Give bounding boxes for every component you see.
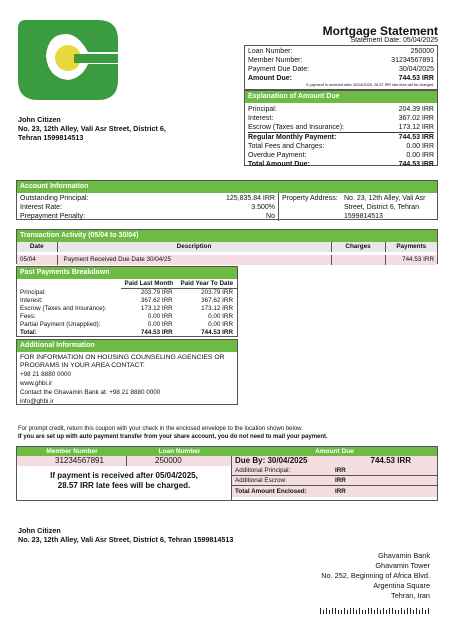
col-description: Description [57, 242, 331, 252]
summary-row: Amount Due: 744.53 IRR [248, 75, 434, 82]
statement-title: Mortgage Statement [322, 24, 438, 38]
coupon-col-member: Member Number [46, 448, 98, 455]
property-address: No. 23, 12th Alley, Vali Asr Street, District 6, Tehran 1599814513 [344, 195, 426, 220]
mailing-address [18, 526, 233, 544]
customer-address [18, 115, 166, 142]
coupon-col-amount: Amount Due [315, 448, 354, 455]
explanation-title: Explanation of Amount Due [245, 91, 437, 103]
account-row: Prepayment Penalty: No [20, 213, 275, 220]
additional-info-title: Additional Information [17, 340, 237, 352]
explanation-row: Overdue Payment: 0.00 IRR [248, 152, 434, 159]
col-charges: Charges [331, 242, 385, 252]
additional-heading: FOR INFORMATION ON HOUSING COUNSELING AGENCIES OR PROGRAMS IN YOUR AREA CONTACT: [20, 354, 225, 369]
coupon-instruction: For prompt credit, return this coupon with your check in the enclosed envelope to the location shown below. [18, 426, 303, 432]
bank-address: Ghavamin Bank Ghavamin Tower No. 252, Beginning of Africa Blvd. Argentina Square Tehran, Iran [321, 551, 430, 600]
explanation-box [244, 90, 438, 166]
account-row: Outstanding Principal: 125,835.84 IRR [20, 195, 275, 202]
property-address-label: Property Address: [282, 195, 338, 202]
transaction-title: Transaction Activity (05/04 to 30/04) [17, 230, 437, 242]
explanation-row: Regular Monthly Payment: 744.53 IRR [248, 134, 434, 141]
table-row: Partial Payment (Unapplied): 0.00 IRR 0.00 IRR [20, 321, 233, 328]
account-info-title: Account Information [17, 181, 437, 193]
table-row: Escrow (Taxes and Insurance): 173.12 IRR 173.12 IRR [20, 305, 233, 312]
coupon-late-line1: If payment is received after 05/04/2025, [50, 471, 198, 480]
customer-address-line2: Tehran 1599814513 [18, 133, 84, 142]
coupon-loan-number: 250000 [127, 456, 232, 466]
summary-row: Member Number: 31234567891 [248, 57, 434, 64]
additional-principal-label: Additional Principal: [235, 467, 291, 474]
coupon-col-loan: Loan Number [158, 448, 201, 455]
contact-line: Contact the Ghavamin Bank at: +98 21 8880 0000 [20, 389, 161, 396]
additional-escrow-field[interactable]: IRR [335, 477, 346, 484]
transaction-box [16, 229, 438, 264]
total-enclosed-field[interactable]: IRR [335, 488, 346, 495]
table-row: Fees: 0.00 IRR 0.00 IRR [20, 313, 233, 320]
additional-info-box [16, 339, 238, 405]
coupon-amount-due: 744.53 IRR [370, 456, 411, 465]
statement-date: Statement Date: 05/04/2025 [350, 37, 438, 44]
col-payments: Payments [396, 243, 427, 250]
payment-coupon [16, 446, 438, 501]
postal-barcode [320, 601, 430, 607]
table-row: 05/04 Payment Received Due Date 30/04/25 744.53 IRR [17, 255, 437, 265]
phone-line: +98 21 8880 0000 [20, 371, 71, 378]
additional-escrow-label: Additional Escrow: [235, 477, 287, 484]
mailing-name: John Citizen [18, 526, 61, 535]
late-fee-note: If payment is received after 30/04/2025, 28.57 IRR late fees will be charged. [306, 83, 434, 87]
summary-box [244, 45, 438, 90]
additional-principal-field[interactable]: IRR [335, 467, 346, 474]
explanation-row: Total Fees and Charges: 0.00 IRR [248, 143, 434, 150]
bank-logo [18, 20, 118, 100]
table-row: Principal: 203.79 IRR 203.79 IRR [20, 288, 233, 296]
col-ytd: Paid Year To Date [177, 280, 237, 289]
coupon-late-line2: 28.57 IRR late fees will be charged. [57, 481, 191, 490]
col-date: Date [17, 242, 57, 252]
account-info-box [16, 180, 438, 220]
account-row: Interest Rate: 3.500% [20, 204, 275, 211]
auto-pay-note: If you are set up with auto payment transfer from your share account, you do not need to mail your payment. [18, 434, 328, 440]
summary-row: Loan Number: 250000 [248, 48, 434, 55]
col-last-month: Paid Last Month [121, 280, 177, 289]
explanation-row: Total Amount Due: 744.53 IRR [248, 161, 434, 168]
email-link[interactable]: info@ghbi.ir [20, 398, 54, 405]
table-row: Interest: 367.62 IRR 367.62 IRR [20, 297, 233, 304]
explanation-row: Escrow (Taxes and Insurance): 173.12 IRR [248, 124, 434, 131]
past-payments-title: Past Payments Breakdown [17, 267, 237, 279]
table-row: Total: 744.53 IRR 744.53 IRR [20, 329, 233, 336]
website-link[interactable]: www.ghbi.ir [20, 380, 53, 387]
coupon-due-date: Due By: 30/04/2025 [235, 456, 308, 465]
past-payments-box [16, 266, 238, 337]
summary-row: Payment Due Date: 30/04/2025 [248, 66, 434, 73]
mailing-address-line: No. 23, 12th Alley, Vali Asr Street, District 6, Tehran 1599814513 [18, 535, 234, 544]
customer-address-line1: No. 23, 12th Alley, Vali Asr Street, District 6, [18, 124, 166, 133]
total-enclosed-label: Total Amount Enclosed: [235, 488, 307, 495]
customer-name: John Citizen [18, 115, 61, 124]
coupon-member-number: 31234567891 [17, 456, 127, 466]
explanation-row: Interest: 367.02 IRR [248, 115, 434, 122]
explanation-row: Principal: 204.39 IRR [248, 106, 434, 113]
